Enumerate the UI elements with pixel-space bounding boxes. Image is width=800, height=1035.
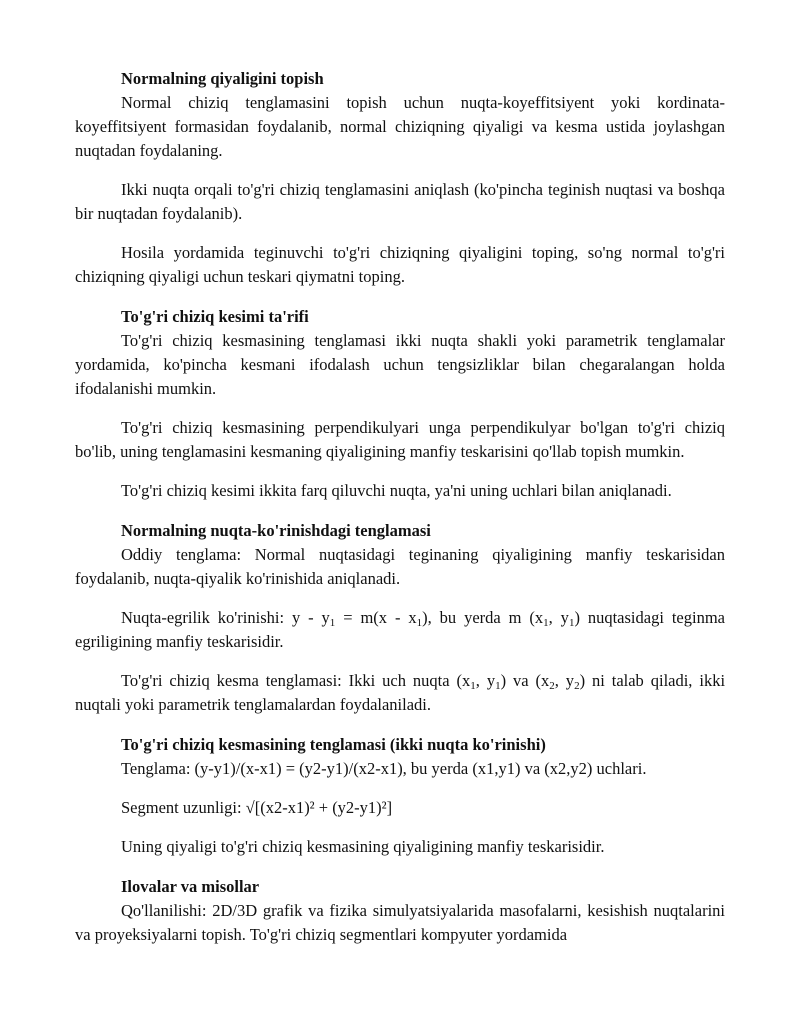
paragraph: Qo'llanilishi: 2D/3D grafik va fizika simulyatsiyalarida masofalarni, kesishish nuqtalarini va proyeksiyalarni topish. To'g'ri chiziq segmentlari kompyuter yordamida xyxy=(75,901,725,944)
paragraph: To'g'ri chiziq kesmasining tenglamasi ikki nuqta shakli yoki parametrik tenglamalar yordamida, ko'pincha kesmani ifodalash uchun tengsizliklar bilan chegaralangan holda ifodalanishi mumkin. xyxy=(75,331,725,398)
paragraph-point-slope: Nuqta-egrilik ko'rinishi: $y - y_1 = m(x - x_1)$, bu yerda m ($x_1$, $y_1$) nuqtasidagi teginma egriligining manfiy teskarisidir. xyxy=(75,608,725,651)
paragraph-segment-equation: To'g'ri chiziq kesma tenglamasi: Ikki uch nuqta ($x_1$, $y_1$) va ($x_2$, $y_2$) ni talab qiladi, ikki nuqtali yoki parametrik tenglamalardan foydalaniladi. xyxy=(75,671,726,714)
paragraph: Segment uzunligi: √[(x2-x1)² + (y2-y1)²] xyxy=(121,798,393,817)
paragraph: To'g'ri chiziq kesmasining perpendikulyari unga perpendikulyar bo'lgan to'g'ri chiziq bo'lib, uning tenglamasini kesmaning qiyaligining manfiy teskarisini qo'llab topish mumkin. xyxy=(75,418,725,461)
section-heading: To'g'ri chiziq kesimi ta'rifi xyxy=(121,307,309,326)
paragraph: To'g'ri chiziq kesimi ikkita farq qiluvchi nuqta, ya'ni uning uchlari bilan aniqlanadi. xyxy=(121,481,672,500)
paragraph: Ikki nuqta orqali to'g'ri chiziq tenglamasini aniqlash (ko'pincha teginish nuqtasi va boshqa bir nuqtadan foydalanib). xyxy=(75,180,725,223)
paragraph: Normal chiziq tenglamasini topish uchun nuqta-koyeffitsiyent yoki kordinata-koyeffitsiyent formasidan foydalanib, normal chiziqning qiyaligi va kesma ustida joylashgan nuqtadan foydalaning. xyxy=(75,93,725,160)
paragraph: Uning qiyaligi to'g'ri chiziq kesmasining qiyaligining manfiy teskarisidir. xyxy=(121,837,605,856)
paragraph: Oddiy tenglama: Normal nuqtasidagi teginaning qiyaligining manfiy teskarisidan foydalanib, nuqta-qiyalik ko'rinishida aniqlanadi. xyxy=(75,545,725,588)
section-heading: Normalning qiyaligini topish xyxy=(121,69,324,88)
paragraph: Hosila yordamida teginuvchi to'g'ri chiziqning qiyaligini toping, so'ng normal to'g'ri chiziqning qiyaligi uchun teskari qiymatni toping. xyxy=(75,243,725,286)
section-heading: Ilovalar va misollar xyxy=(121,877,260,896)
section-heading: Normalning nuqta-ko'rinishdagi tenglamasi xyxy=(121,521,431,540)
document-body xyxy=(75,67,725,947)
section-heading: To'g'ri chiziq kesmasining tenglamasi (ikki nuqta ko'rinishi) xyxy=(121,735,546,754)
paragraph: Tenglama: (y-y1)/(x-x1) = (y2-y1)/(x2-x1), bu yerda (x1,y1) va (x2,y2) uchlari. xyxy=(121,759,647,778)
